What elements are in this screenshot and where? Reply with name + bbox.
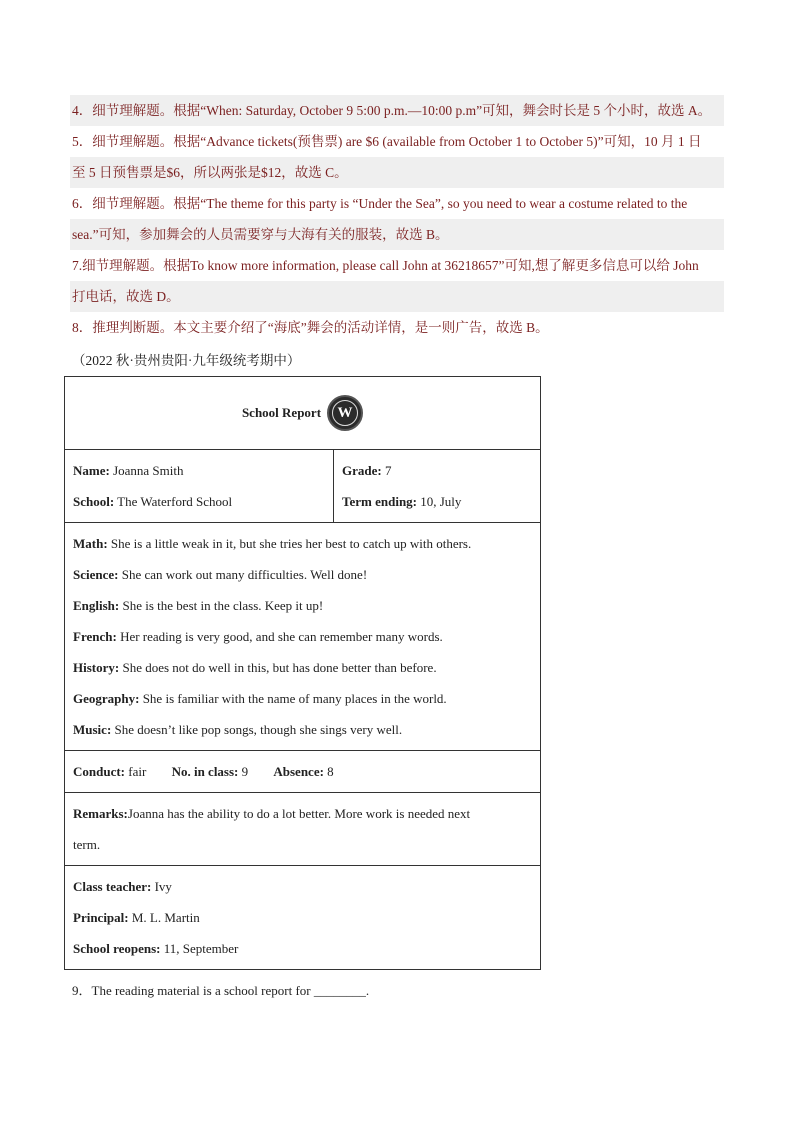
grade-row: Grade: 7 — [342, 463, 392, 478]
answer-explanations — [70, 95, 724, 343]
answer-line: 4．细节理解题。根据“When: Saturday, October 9 5:00 p.m.—10:00 p.m”可知，舞会时长是 5 个小时，故选 A。 — [70, 95, 724, 126]
conduct-cell — [65, 751, 541, 793]
answer-line: 打电话，故选 D。 — [70, 281, 724, 312]
report-title-cell — [65, 377, 541, 450]
subjects-cell — [65, 523, 541, 751]
subject-row: Math: She is a little weak in it, but she tries her best to catch up with others. — [73, 536, 472, 551]
answer-line: 至 5 日预售票是$6，所以两张是$12，故选 C。 — [70, 157, 724, 188]
conduct-row: Conduct: fair No. in class: 9 Absence: 8 — [73, 764, 334, 779]
school-report-table — [64, 376, 541, 970]
grade-info-cell — [334, 450, 541, 523]
name-row: Name: Joanna Smith — [73, 463, 184, 478]
exam-source: （2022 秋·贵州贵阳·九年级统考期中） — [72, 353, 301, 368]
answer-line: 6．细节理解题。根据“The theme for this party is “Under the Sea”, so you need to wear a costume related to the — [72, 196, 688, 211]
subject-row: English: She is the best in the class. Keep it up! — [73, 598, 324, 613]
subject-row: Geography: She is familiar with the name of many places in the world. — [73, 691, 447, 706]
answer-line: sea.”可知，参加舞会的人员需要穿与大海有关的服装，故选 B。 — [70, 219, 724, 250]
school-crest-icon — [327, 395, 363, 431]
school-row: School: The Waterford School — [73, 494, 233, 509]
remarks-row: Remarks:Joanna has the ability to do a lot better. More work is needed next — [73, 806, 471, 821]
subject-row: Science: She can work out many difficulties. Well done! — [73, 567, 368, 582]
remarks-row: term. — [73, 837, 101, 852]
answer-line: 5．细节理解题。根据“Advance tickets(预售票) are $6 (available from October 1 to October 5)”可知，10 月 1 日 — [72, 134, 702, 149]
report-title: School Report — [241, 405, 322, 420]
subject-row: History: She does not do well in this, but has done better than before. — [73, 660, 437, 675]
answer-line: 7.细节理解题。根据To know more information, please call John at 36218657”可知,想了解更多信息可以给 John — [72, 258, 699, 273]
subject-row: Music: She doesn’t like pop songs, though she sings very well. — [73, 722, 403, 737]
subject-row: French: Her reading is very good, and she can remember many words. — [73, 629, 443, 644]
term-row: Term ending: 10, July — [342, 494, 462, 509]
answer-line: 8．推理判断题。本文主要介绍了“海底”舞会的活动详情，是一则广告，故选 B。 — [72, 320, 549, 335]
question-9: 9．The reading material is a school report for ________. — [72, 983, 370, 998]
staff-cell — [65, 866, 541, 970]
remarks-cell — [65, 793, 541, 866]
reopen-row: School reopens: 11, September — [73, 941, 239, 956]
teacher-row: Class teacher: Ivy — [73, 879, 172, 894]
crest-letter: W — [332, 400, 358, 426]
student-info-cell — [65, 450, 334, 523]
principal-row: Principal: M. L. Martin — [73, 910, 200, 925]
